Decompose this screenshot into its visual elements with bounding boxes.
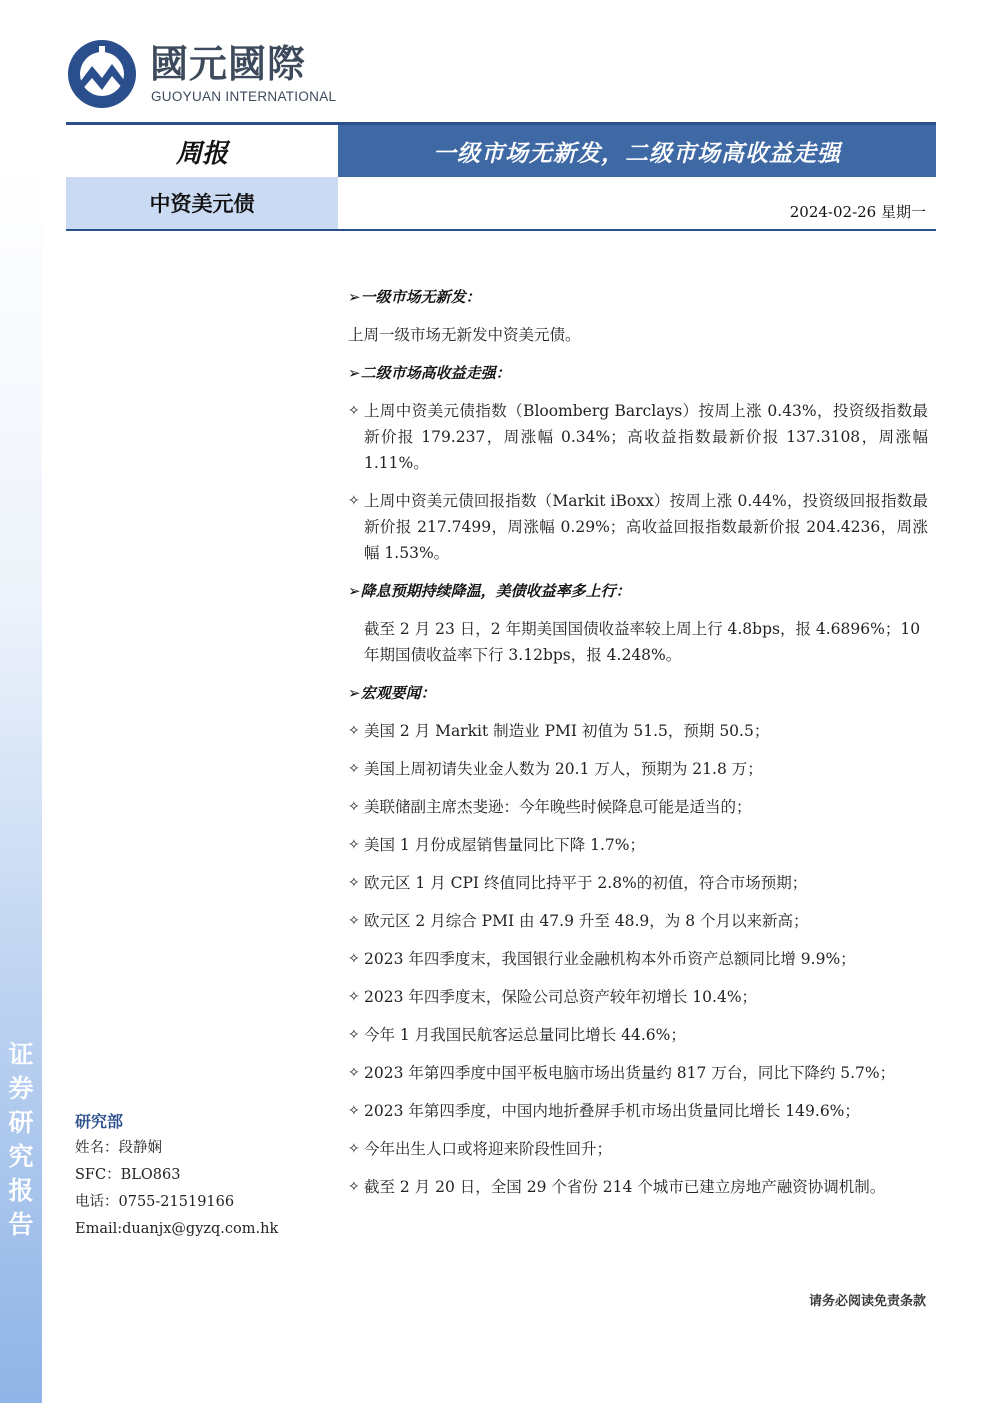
side-char: 究: [8, 1142, 34, 1171]
section-text: 截至 2 月 23 日，2 年期美国国债收益率较上周上行 4.8bps，报 4.6896%；10 年期国债收益率下行 3.12bps，报 4.248%。: [364, 620, 921, 664]
list-item: ✧ 上周中资美元债回报指数（Markit iBoxx）按周上涨 0.44%，投资级回报指数最新价报 217.7499，周涨幅 0.29%；高收益回报指数最新价报 204.4236，周涨幅 1.53%。: [348, 488, 928, 566]
list-item: ✧ 美国 1 月份成屋销售量同比下降 1.7%；: [348, 832, 928, 858]
section-text: 上周一级市场无新发中资美元债。: [348, 326, 581, 344]
list-item: ✧ 2023 年第四季度中国平板电脑市场出货量约 817 万台，同比下降约 5.7%；: [348, 1060, 928, 1086]
logo-en-text: GUOYUAN INTERNATIONAL: [151, 89, 337, 104]
analyst-phone: 电话：0755-21519166: [75, 1194, 235, 1210]
side-char: 研: [8, 1108, 34, 1137]
list-item: ✧ 欧元区 1 月 CPI 终值同比持平于 2.8%的初值，符合市场预期；: [348, 870, 928, 896]
report-title: 一级市场无新发，二级市场高收益走强: [338, 125, 936, 177]
bullet-marker: ✧: [348, 837, 360, 853]
bullet-marker: ✧: [348, 1141, 360, 1157]
bullet-marker: ✧: [348, 493, 360, 509]
main-content: [348, 284, 928, 1212]
report-type: 周报: [66, 125, 338, 177]
bullet-marker: ✧: [348, 989, 360, 1005]
list-item: ✧ 美联储副主席杰斐逊：今年晚些时候降息可能是适当的；: [348, 794, 928, 820]
side-char: 报: [8, 1176, 34, 1205]
bullet-marker: ✧: [348, 723, 360, 739]
list-item: ✧ 2023 年四季度末，保险公司总资产较年初增长 10.4%；: [348, 984, 928, 1010]
list-item: ✧ 上周中资美元债指数（Bloomberg Barclays）按周上涨 0.43%，投资级指数最新价报 179.237，周涨幅 0.34%；高收益指数最新价报 137.3108，周涨幅 1.11%。: [348, 398, 928, 476]
bullet-marker: ✧: [348, 1065, 360, 1081]
analyst-dept: 研究部: [75, 1112, 124, 1131]
heading-marker: ➢: [348, 364, 361, 382]
bullet-marker: ✧: [348, 1179, 360, 1195]
bullet-marker: ✧: [348, 761, 360, 777]
section-heading: ➢二级市场高收益走强：: [348, 364, 511, 382]
list-item: ✧ 今年出生人口或将迎来阶段性回升；: [348, 1136, 928, 1162]
header-bottom-rule: [66, 229, 936, 231]
header-row-2: [66, 177, 936, 229]
bullet-marker: ✧: [348, 1103, 360, 1119]
list-item: ✧ 截至 2 月 20 日，全国 29 个省份 214 个城市已建立房地产融资协调机制。: [348, 1174, 928, 1200]
section-heading: ➢降息预期持续降温，美债收益率多上行：: [348, 582, 631, 600]
list-item: ✧ 美国 2 月 Markit 制造业 PMI 初值为 51.5，预期 50.5；: [348, 718, 928, 744]
bullet-marker: ✧: [348, 913, 360, 929]
bullet-marker: ✧: [348, 799, 360, 815]
logo-cn-text: 國元國際: [150, 42, 307, 86]
side-char: 证: [8, 1040, 34, 1069]
side-char: 券: [8, 1074, 34, 1103]
list-item: ✧ 今年 1 月我国民航客运总量同比增长 44.6%；: [348, 1022, 928, 1048]
bullet-marker: ✧: [348, 1027, 360, 1043]
analyst-sfc: SFC：BLO863: [75, 1167, 181, 1183]
list-item: ✧ 2023 年四季度末，我国银行业金融机构本外币资产总额同比增 9.9%；: [348, 946, 928, 972]
disclaimer-link[interactable]: 请务必阅读免责条款: [808, 1294, 926, 1309]
side-char: 告: [8, 1210, 34, 1239]
side-vertical-text: [4, 1038, 38, 1242]
analyst-email: Email:duanjx@gyzq.com.hk: [75, 1221, 279, 1237]
report-category: 中资美元债: [66, 177, 338, 229]
heading-marker: ➢: [348, 288, 361, 306]
section-heading: ➢一级市场无新发：: [348, 288, 481, 306]
bullet-marker: ✧: [348, 951, 360, 967]
analyst-name: 姓名：段静娴: [75, 1140, 162, 1156]
header-row-1: [66, 125, 936, 177]
list-item: ✧ 美国上周初请失业金人数为 20.1 万人，预期为 21.8 万；: [348, 756, 928, 782]
heading-marker: ➢: [348, 684, 361, 702]
list-item: ✧ 2023 年第四季度，中国内地折叠屏手机市场出货量同比增长 149.6%；: [348, 1098, 928, 1124]
list-item: ✧ 欧元区 2 月综合 PMI 由 47.9 升至 48.9，为 8 个月以来新高；: [348, 908, 928, 934]
guoyuan-logo-icon: [66, 38, 138, 110]
report-date: 2024-02-26 星期一: [338, 177, 936, 229]
heading-marker: ➢: [348, 582, 361, 600]
analyst-info: [75, 1108, 278, 1243]
section-heading: ➢宏观要闻：: [348, 684, 436, 702]
bullet-marker: ✧: [348, 875, 360, 891]
bullet-marker: ✧: [348, 403, 360, 419]
